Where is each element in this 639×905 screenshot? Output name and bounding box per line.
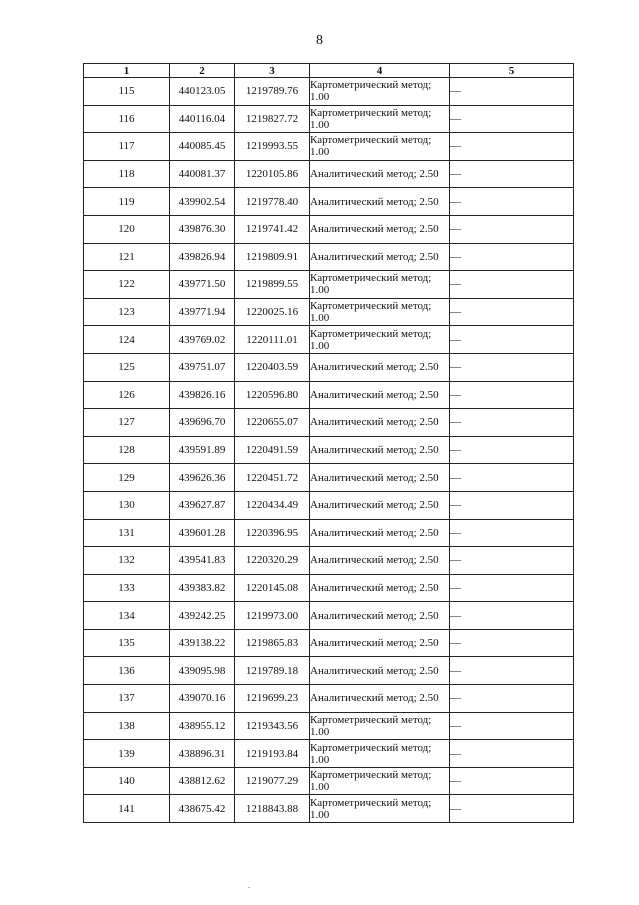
y-coordinate-cell: 1220105.86 bbox=[235, 160, 310, 188]
coordinates-table bbox=[83, 63, 574, 823]
table-row bbox=[84, 188, 574, 216]
method-cell: Картометрический метод; 1.00 bbox=[310, 133, 450, 161]
x-coordinate-cell: 439591.89 bbox=[170, 436, 235, 464]
description-cell: — bbox=[450, 78, 574, 106]
y-coordinate-cell: 1219343.56 bbox=[235, 712, 310, 740]
x-coordinate-cell: 439771.50 bbox=[170, 271, 235, 299]
table-row bbox=[84, 271, 574, 299]
table-row bbox=[84, 767, 574, 795]
column-header-method: 4 bbox=[310, 64, 450, 78]
description-cell: — bbox=[450, 215, 574, 243]
x-coordinate-cell: 439751.07 bbox=[170, 353, 235, 381]
description-cell: — bbox=[450, 409, 574, 437]
method-cell: Аналитический метод; 2.50 bbox=[310, 188, 450, 216]
method-cell: Картометрический метод; 1.00 bbox=[310, 740, 450, 768]
y-coordinate-cell: 1220655.07 bbox=[235, 409, 310, 437]
description-cell: — bbox=[450, 602, 574, 630]
y-coordinate-cell: 1219865.83 bbox=[235, 629, 310, 657]
y-coordinate-cell: 1219993.55 bbox=[235, 133, 310, 161]
table-row bbox=[84, 160, 574, 188]
table-row bbox=[84, 657, 574, 685]
point-number-cell: 117 bbox=[84, 133, 170, 161]
method-cell: Аналитический метод; 2.50 bbox=[310, 491, 450, 519]
table-row bbox=[84, 215, 574, 243]
x-coordinate-cell: 439626.36 bbox=[170, 464, 235, 492]
method-cell: Картометрический метод; 1.00 bbox=[310, 271, 450, 299]
point-number-cell: 141 bbox=[84, 795, 170, 823]
y-coordinate-cell: 1220434.49 bbox=[235, 491, 310, 519]
point-number-cell: 135 bbox=[84, 629, 170, 657]
description-cell: — bbox=[450, 326, 574, 354]
description-cell: — bbox=[450, 519, 574, 547]
point-number-cell: 137 bbox=[84, 685, 170, 713]
table-row bbox=[84, 105, 574, 133]
point-number-cell: 134 bbox=[84, 602, 170, 630]
method-cell: Аналитический метод; 2.50 bbox=[310, 353, 450, 381]
method-cell: Картометрический метод; 1.00 bbox=[310, 78, 450, 106]
x-coordinate-cell: 438955.12 bbox=[170, 712, 235, 740]
table-row bbox=[84, 133, 574, 161]
method-cell: Картометрический метод; 1.00 bbox=[310, 326, 450, 354]
point-number-cell: 120 bbox=[84, 215, 170, 243]
table-row bbox=[84, 298, 574, 326]
table-header-row bbox=[84, 64, 574, 78]
x-coordinate-cell: 439696.70 bbox=[170, 409, 235, 437]
x-coordinate-cell: 440085.45 bbox=[170, 133, 235, 161]
point-number-cell: 132 bbox=[84, 547, 170, 575]
description-cell: — bbox=[450, 381, 574, 409]
point-number-cell: 123 bbox=[84, 298, 170, 326]
table-row bbox=[84, 740, 574, 768]
x-coordinate-cell: 439826.16 bbox=[170, 381, 235, 409]
point-number-cell: 139 bbox=[84, 740, 170, 768]
y-coordinate-cell: 1219973.00 bbox=[235, 602, 310, 630]
description-cell: — bbox=[450, 271, 574, 299]
x-coordinate-cell: 439769.02 bbox=[170, 326, 235, 354]
column-header-y: 3 bbox=[235, 64, 310, 78]
y-coordinate-cell: 1220396.95 bbox=[235, 519, 310, 547]
x-coordinate-cell: 439095.98 bbox=[170, 657, 235, 685]
table-row bbox=[84, 436, 574, 464]
y-coordinate-cell: 1219827.72 bbox=[235, 105, 310, 133]
y-coordinate-cell: 1219809.91 bbox=[235, 243, 310, 271]
method-cell: Картометрический метод; 1.00 bbox=[310, 795, 450, 823]
x-coordinate-cell: 438812.62 bbox=[170, 767, 235, 795]
point-number-cell: 131 bbox=[84, 519, 170, 547]
x-coordinate-cell: 439383.82 bbox=[170, 574, 235, 602]
y-coordinate-cell: 1219789.76 bbox=[235, 78, 310, 106]
column-header-description: 5 bbox=[450, 64, 574, 78]
scan-speck bbox=[248, 887, 250, 888]
x-coordinate-cell: 440081.37 bbox=[170, 160, 235, 188]
y-coordinate-cell: 1219741.42 bbox=[235, 215, 310, 243]
description-cell: — bbox=[450, 547, 574, 575]
point-number-cell: 119 bbox=[84, 188, 170, 216]
method-cell: Картометрический метод; 1.00 bbox=[310, 712, 450, 740]
point-number-cell: 118 bbox=[84, 160, 170, 188]
column-header-point-number: 1 bbox=[84, 64, 170, 78]
point-number-cell: 127 bbox=[84, 409, 170, 437]
point-number-cell: 122 bbox=[84, 271, 170, 299]
table-row bbox=[84, 78, 574, 106]
point-number-cell: 140 bbox=[84, 767, 170, 795]
point-number-cell: 124 bbox=[84, 326, 170, 354]
point-number-cell: 136 bbox=[84, 657, 170, 685]
x-coordinate-cell: 439902.54 bbox=[170, 188, 235, 216]
method-cell: Аналитический метод; 2.50 bbox=[310, 160, 450, 188]
y-coordinate-cell: 1220320.29 bbox=[235, 547, 310, 575]
x-coordinate-cell: 439826.94 bbox=[170, 243, 235, 271]
y-coordinate-cell: 1219193.84 bbox=[235, 740, 310, 768]
description-cell: — bbox=[450, 657, 574, 685]
y-coordinate-cell: 1220596.80 bbox=[235, 381, 310, 409]
description-cell: — bbox=[450, 574, 574, 602]
y-coordinate-cell: 1219077.29 bbox=[235, 767, 310, 795]
x-coordinate-cell: 438896.31 bbox=[170, 740, 235, 768]
description-cell: — bbox=[450, 491, 574, 519]
table-row bbox=[84, 629, 574, 657]
y-coordinate-cell: 1219699.23 bbox=[235, 685, 310, 713]
y-coordinate-cell: 1220451.72 bbox=[235, 464, 310, 492]
description-cell: — bbox=[450, 298, 574, 326]
y-coordinate-cell: 1220491.59 bbox=[235, 436, 310, 464]
y-coordinate-cell: 1219789.18 bbox=[235, 657, 310, 685]
table-row bbox=[84, 464, 574, 492]
description-cell: — bbox=[450, 795, 574, 823]
table-body bbox=[84, 78, 574, 823]
x-coordinate-cell: 440116.04 bbox=[170, 105, 235, 133]
method-cell: Аналитический метод; 2.50 bbox=[310, 629, 450, 657]
y-coordinate-cell: 1219899.55 bbox=[235, 271, 310, 299]
method-cell: Картометрический метод; 1.00 bbox=[310, 298, 450, 326]
table-row bbox=[84, 795, 574, 823]
description-cell: — bbox=[450, 712, 574, 740]
method-cell: Аналитический метод; 2.50 bbox=[310, 436, 450, 464]
method-cell: Аналитический метод; 2.50 bbox=[310, 464, 450, 492]
method-cell: Аналитический метод; 2.50 bbox=[310, 574, 450, 602]
method-cell: Аналитический метод; 2.50 bbox=[310, 657, 450, 685]
description-cell: — bbox=[450, 740, 574, 768]
x-coordinate-cell: 439138.22 bbox=[170, 629, 235, 657]
y-coordinate-cell: 1220403.59 bbox=[235, 353, 310, 381]
x-coordinate-cell: 439070.16 bbox=[170, 685, 235, 713]
y-coordinate-cell: 1220111.01 bbox=[235, 326, 310, 354]
y-coordinate-cell: 1218843.88 bbox=[235, 795, 310, 823]
point-number-cell: 130 bbox=[84, 491, 170, 519]
description-cell: — bbox=[450, 767, 574, 795]
method-cell: Аналитический метод; 2.50 bbox=[310, 602, 450, 630]
description-cell: — bbox=[450, 464, 574, 492]
table-row bbox=[84, 574, 574, 602]
description-cell: — bbox=[450, 629, 574, 657]
table-row bbox=[84, 243, 574, 271]
point-number-cell: 125 bbox=[84, 353, 170, 381]
x-coordinate-cell: 439771.94 bbox=[170, 298, 235, 326]
column-header-x: 2 bbox=[170, 64, 235, 78]
description-cell: — bbox=[450, 353, 574, 381]
description-cell: — bbox=[450, 243, 574, 271]
table-row bbox=[84, 685, 574, 713]
method-cell: Аналитический метод; 2.50 bbox=[310, 547, 450, 575]
table-row bbox=[84, 547, 574, 575]
y-coordinate-cell: 1219778.40 bbox=[235, 188, 310, 216]
x-coordinate-cell: 439541.83 bbox=[170, 547, 235, 575]
table-row bbox=[84, 519, 574, 547]
x-coordinate-cell: 439242.25 bbox=[170, 602, 235, 630]
description-cell: — bbox=[450, 685, 574, 713]
x-coordinate-cell: 440123.05 bbox=[170, 78, 235, 106]
description-cell: — bbox=[450, 160, 574, 188]
table-row bbox=[84, 491, 574, 519]
point-number-cell: 129 bbox=[84, 464, 170, 492]
method-cell: Аналитический метод; 2.50 bbox=[310, 215, 450, 243]
point-number-cell: 121 bbox=[84, 243, 170, 271]
description-cell: — bbox=[450, 436, 574, 464]
description-cell: — bbox=[450, 105, 574, 133]
point-number-cell: 116 bbox=[84, 105, 170, 133]
method-cell: Аналитический метод; 2.50 bbox=[310, 381, 450, 409]
point-number-cell: 126 bbox=[84, 381, 170, 409]
x-coordinate-cell: 439601.28 bbox=[170, 519, 235, 547]
page-number: 8 bbox=[316, 33, 323, 48]
table-row bbox=[84, 409, 574, 437]
method-cell: Аналитический метод; 2.50 bbox=[310, 685, 450, 713]
description-cell: — bbox=[450, 133, 574, 161]
y-coordinate-cell: 1220145.08 bbox=[235, 574, 310, 602]
x-coordinate-cell: 438675.42 bbox=[170, 795, 235, 823]
method-cell: Картометрический метод; 1.00 bbox=[310, 767, 450, 795]
method-cell: Аналитический метод; 2.50 bbox=[310, 243, 450, 271]
description-cell: — bbox=[450, 188, 574, 216]
point-number-cell: 115 bbox=[84, 78, 170, 106]
table-row bbox=[84, 326, 574, 354]
table-row bbox=[84, 602, 574, 630]
table-row bbox=[84, 353, 574, 381]
y-coordinate-cell: 1220025.16 bbox=[235, 298, 310, 326]
x-coordinate-cell: 439876.30 bbox=[170, 215, 235, 243]
method-cell: Аналитический метод; 2.50 bbox=[310, 409, 450, 437]
point-number-cell: 128 bbox=[84, 436, 170, 464]
point-number-cell: 138 bbox=[84, 712, 170, 740]
method-cell: Аналитический метод; 2.50 bbox=[310, 519, 450, 547]
table-row bbox=[84, 712, 574, 740]
point-number-cell: 133 bbox=[84, 574, 170, 602]
table-row bbox=[84, 381, 574, 409]
method-cell: Картометрический метод; 1.00 bbox=[310, 105, 450, 133]
x-coordinate-cell: 439627.87 bbox=[170, 491, 235, 519]
